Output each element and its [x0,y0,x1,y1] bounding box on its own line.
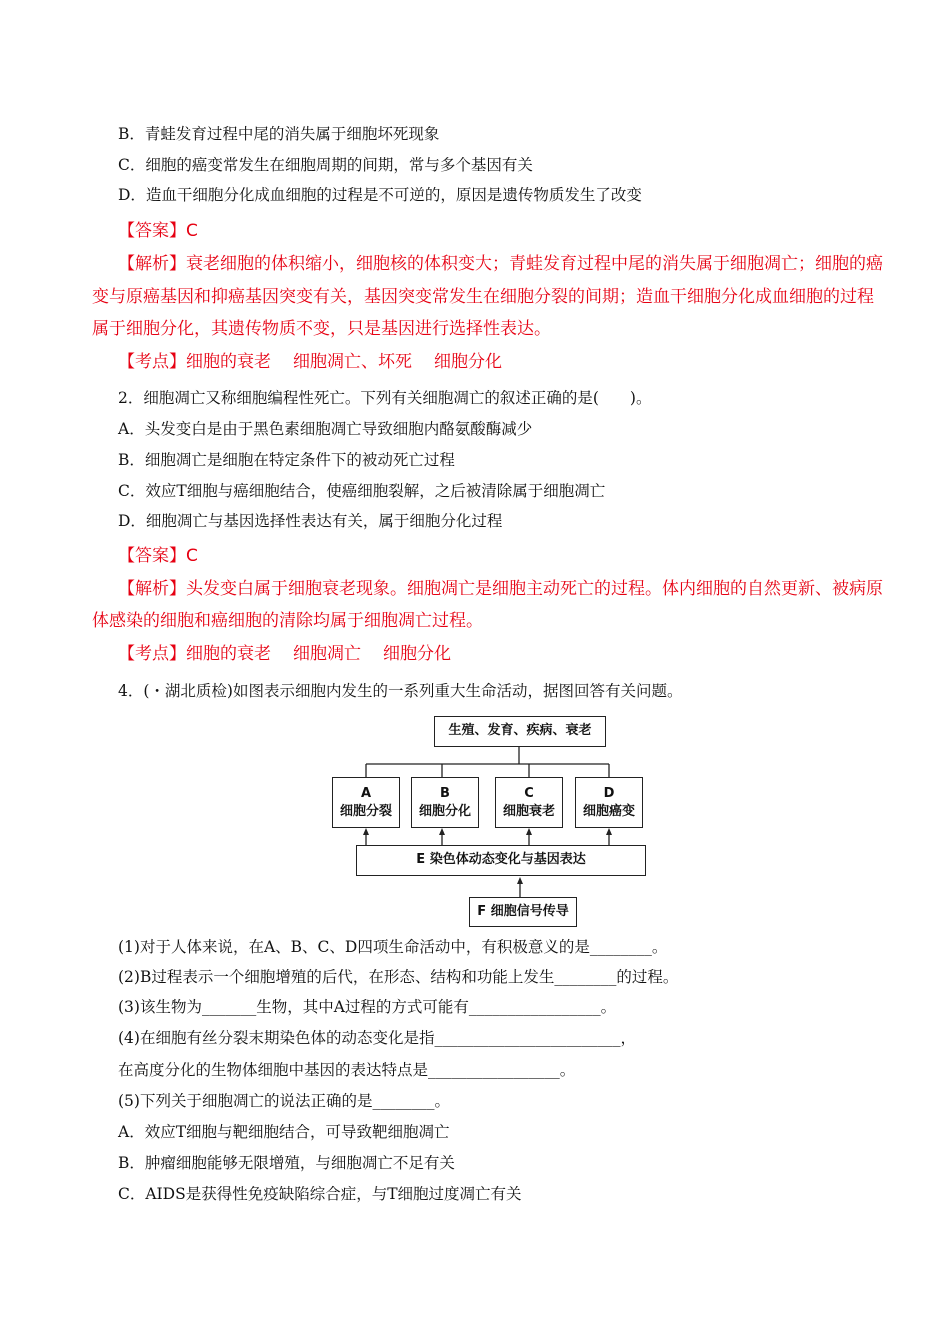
box-letter: B [440,785,450,801]
q1-option-d: D．造血干细胞分化成血细胞的过程是不可逆的，原因是遗传物质发生了改变 [118,186,642,204]
q2-option-b: B．细胞凋亡是细胞在特定条件下的被动死亡过程 [118,451,455,469]
q2-stem: 2．细胞凋亡又称细胞编程性死亡。下列有关细胞凋亡的叙述正确的是( )。 [118,389,652,407]
answer-value: C [186,221,198,241]
q1-analysis-line-3: 属于细胞分化，其遗传物质不变，只是基因进行选择性表达。 [92,319,551,339]
box-letter: D [603,785,615,801]
q4-sub5: (5)下列关于细胞凋亡的说法正确的是________。 [118,1092,450,1110]
q2-option-d: D．细胞凋亡与基因选择性表达有关，属于细胞分化过程 [118,512,503,530]
q1-option-c: C．细胞的癌变常发生在细胞周期的间期，常与多个基因有关 [118,156,533,174]
diagram-box-e: E 染色体动态变化与基因表达 [356,845,646,876]
q4-sub5-option-c: C．AIDS是获得性免疫缺陷综合症，与T细胞过度凋亡有关 [118,1185,522,1203]
q2-option-a: A．头发变白是由于黑色素细胞凋亡导致细胞内酪氨酸酶减少 [118,420,533,438]
diagram-box-f: F 细胞信号传导 [469,897,577,927]
analysis-text: 头发变白属于细胞衰老现象。细胞凋亡是细胞主动死亡的过程。体内细胞的自然更新、被病原 [186,579,883,599]
q4-sub2: (2)B过程表示一个细胞增殖的后代，在形态、结构和功能上发生________的过程。 [118,968,679,986]
kaodian-item: 细胞分化 [434,352,502,372]
q4-sub4-line-1: (4)在细胞有丝分裂末期染色体的动态变化是指________________________， [118,1029,636,1047]
kaodian-item: 细胞的衰老 [186,352,271,372]
kaodian-item: 细胞分化 [383,644,451,664]
analysis-text: 衰老细胞的体积缩小，细胞核的体积变大；青蛙发育过程中尾的消失属于细胞凋亡；细胞的癌 [186,254,883,274]
q4-sub5-option-a: A．效应T细胞与靶细胞结合，可导致靶细胞凋亡 [118,1123,450,1141]
box-label: 细胞分化 [418,803,471,819]
answer-tag: 【答案】 [118,546,186,566]
analysis-tag: 【解析】 [118,579,186,599]
q1-option-b: B．青蛙发育过程中尾的消失属于细胞坏死现象 [118,125,440,143]
diagram-box-d [575,777,643,828]
q4-sub4-line-2: 在高度分化的生物体细胞中基因的表达特点是_________________。 [118,1061,576,1079]
box-letter: C [524,785,534,801]
analysis-tag: 【解析】 [118,254,186,274]
q2-analysis-line-2: 体感染的细胞和癌细胞的清除均属于细胞凋亡过程。 [92,611,483,631]
diagram-top-box: 生殖、发育、疾病、衰老 [434,716,606,747]
diagram-box-a [332,777,400,828]
kaodian-tag: 【考点】 [118,644,186,664]
box-letter: A [360,785,372,801]
box-label: 细胞癌变 [582,803,635,819]
kaodian-item: 细胞的衰老 [186,644,271,664]
answer-value: C [186,546,198,566]
q4-sub1: (1)对于人体来说，在A、B、C、D四项生命活动中，有积极意义的是________。 [118,938,668,956]
q4-sub3: (3)该生物为_______生物，其中A过程的方式可能有_________________。 [118,998,617,1016]
q2-option-c: C．效应T细胞与癌细胞结合，使癌细胞裂解，之后被清除属于细胞凋亡 [118,482,606,500]
answer-tag: 【答案】 [118,221,186,241]
diagram-box-c [495,777,563,828]
diagram-box-b [411,777,479,828]
box-label: 细胞衰老 [502,803,555,819]
q4-sub5-option-b: B．肿瘤细胞能够无限增殖，与细胞凋亡不足有关 [118,1154,455,1172]
kaodian-item: 细胞凋亡 [293,644,361,664]
q1-analysis-line-2: 变与原癌基因和抑癌基因突变有关，基因突变常发生在细胞分裂的间期；造血干细胞分化成血细胞的过程 [92,287,874,307]
kaodian-item: 细胞凋亡、坏死 [293,352,412,372]
kaodian-tag: 【考点】 [118,352,186,372]
box-label: 细胞分裂 [339,803,392,819]
q4-stem: 4．(・湖北质检)如图表示细胞内发生的一系列重大生命活动，据图回答有关问题。 [118,682,683,700]
